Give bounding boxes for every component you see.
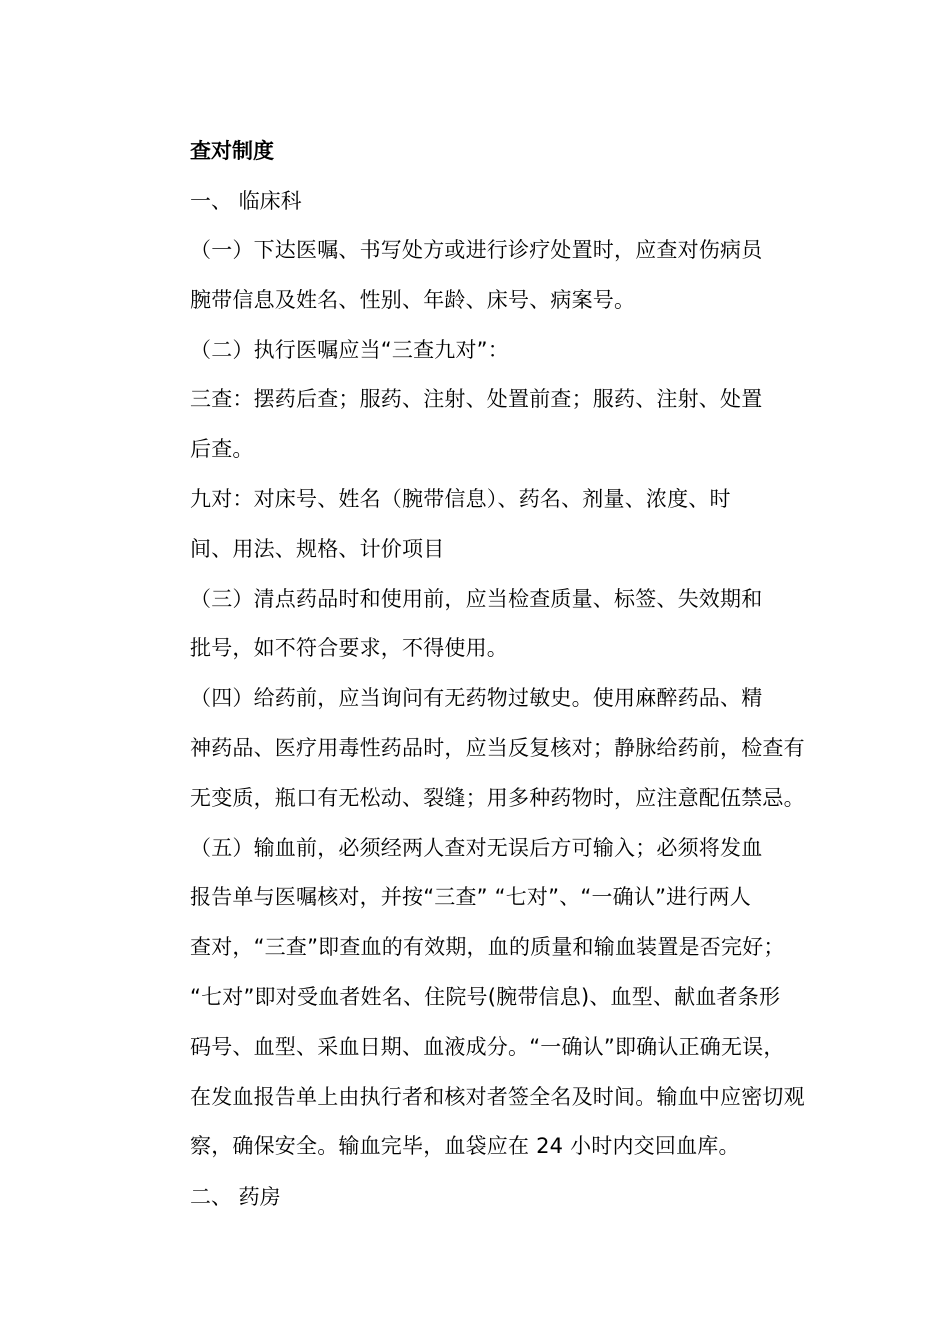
text-line: 报告单与医嘱核对，并按“三查” “七对”、“一确认”进行两人 bbox=[190, 885, 751, 910]
text-line: 查对，“三查”即查血的有效期，血的质量和输血装置是否完好； bbox=[190, 935, 785, 960]
text-line: “七对”即对受血者姓名、住院号(腕带信息)、血型、献血者条形 bbox=[190, 984, 781, 1009]
text-line: 间、用法、规格、计价项目 bbox=[190, 536, 445, 561]
text-line: 批号，如不符合要求，不得使用。 bbox=[190, 636, 508, 661]
text-line: 码号、血型、采血日期、血液成分。“一确认”即确认正确无误， bbox=[190, 1034, 785, 1059]
text-line: （四）给药前，应当询问有无药物过敏史。使用麻醉药品、精 bbox=[190, 686, 763, 711]
paragraph-before-medication bbox=[144, 674, 810, 823]
document-title: 查对制度 bbox=[190, 139, 274, 163]
paragraph-three-checks bbox=[144, 375, 810, 475]
text-line: 神药品、医疗用毒性药品时，应当反复核对；静脉给药前，检查有 bbox=[190, 735, 805, 760]
paragraph-blood-transfusion bbox=[144, 824, 810, 1173]
text-line: （二）执行医嘱应当“三查九对”： bbox=[190, 337, 509, 362]
text-line: （五）输血前，必须经两人查对无误后方可输入；必须将发血 bbox=[190, 835, 763, 860]
paragraph-nine-checks bbox=[144, 475, 810, 575]
text-line: 在发血报告单上由执行者和核对者签全名及时间。输血中应密切观 bbox=[190, 1084, 805, 1109]
section-heading-pharmacy: 二、 药房 bbox=[190, 1185, 281, 1210]
paragraph-orders-check bbox=[144, 226, 810, 326]
paragraph-drug-inspection bbox=[144, 575, 810, 675]
text-line: 无变质，瓶口有无松动、裂缝；用多种药物时，应注意配伍禁忌。 bbox=[190, 785, 805, 810]
text-line: （一）下达医嘱、书写处方或进行诊疗处置时，应查对伤病员 bbox=[190, 238, 763, 262]
text-line: 三查：摆药后查；服药、注射、处置前查；服药、注射、处置 bbox=[190, 387, 763, 412]
text-line: 察，确保安全。输血完毕，血袋应在 24 小时内交回血库。 bbox=[190, 1134, 740, 1159]
text-line: 腕带信息及姓名、性别、年龄、床号、病案号。 bbox=[190, 287, 636, 312]
document-page bbox=[144, 126, 810, 1222]
text-line: （三）清点药品时和使用前，应当检查质量、标签、失效期和 bbox=[190, 586, 763, 611]
section-heading-clinical: 一、 临床科 bbox=[190, 189, 302, 213]
text-line: 后查。 bbox=[190, 437, 254, 462]
text-line: 九对：对床号、姓名（腕带信息）、药名、剂量、浓度、时 bbox=[190, 486, 731, 511]
paragraph-three-nine-checks bbox=[144, 326, 810, 376]
